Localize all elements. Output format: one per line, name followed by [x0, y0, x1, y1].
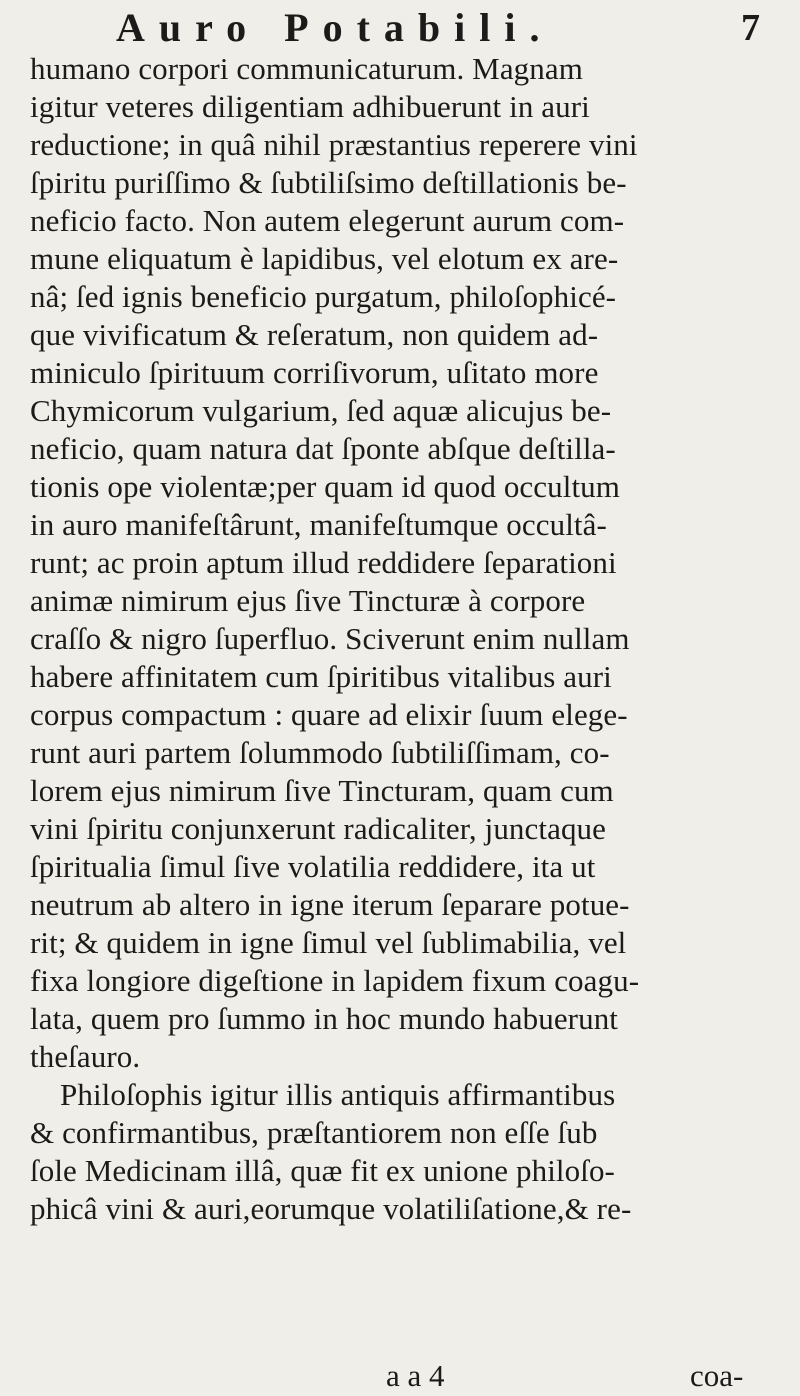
page-number: 7 [741, 7, 760, 49]
text-line: mune eliquatum è lapidibus, vel elotum ex are- [30, 241, 619, 276]
text-line: neutrum ab altero in igne iterum ſeparare potue- [30, 887, 630, 922]
body-text [30, 50, 796, 1228]
text-line: lata, quem pro ſummo in hoc mundo habuerunt [30, 1001, 619, 1036]
text-line: theſauro. [30, 1039, 141, 1074]
text-line: in auro manifeſtârunt, manifeſtumque occultâ- [30, 507, 607, 542]
text-line: nâ; ſed ignis beneficio purgatum, philoſophicé- [30, 279, 617, 314]
text-line: craſſo & nigro ſuperfluo. Sciverunt enim nullam [30, 621, 630, 656]
text-line: ſpiritualia ſimul ſive volatilia reddidere, ita ut [30, 849, 596, 884]
text-line: runt auri partem ſolummodo ſubtiliſſimam, co- [30, 735, 610, 770]
text-line: phicâ vini & auri,eorumque volatiliſatione,& re- [30, 1191, 632, 1226]
text-line: habere affinitatem cum ſpiritibus vitalibus auri [30, 659, 612, 694]
text-line: igitur veteres diligentiam adhibuerunt in auri [30, 89, 590, 124]
text-line: miniculo ſpirituum corriſivorum, uſitato more [30, 355, 599, 390]
catchword: coa- [690, 1358, 744, 1393]
running-head [0, 2, 800, 50]
text-line: tionis ope violentæ;per quam id quod occultum [30, 469, 620, 504]
text-line: reductione; in quâ nihil præstantius reperere vini [30, 127, 638, 162]
text-line: fixa longiore digeſtione in lapidem fixum coagu- [30, 963, 640, 998]
text-line: rit; & quidem in igne ſimul vel ſublimabilia, vel [30, 925, 627, 960]
text-line: que vivificatum & reſeratum, non quidem ad- [30, 317, 599, 352]
text-line: neficio facto. Non autem elegerunt aurum com- [30, 203, 625, 238]
text-line: runt; ac proin aptum illud reddidere ſeparationi [30, 545, 617, 580]
text-line: neficio, quam natura dat ſponte abſque deſtilla- [30, 431, 616, 466]
text-line: lorem ejus nimirum ſive Tincturam, quam cum [30, 773, 614, 808]
text-line: ſpiritu puriſſimo & ſubtiliſsimo deſtillationis be- [30, 165, 627, 200]
running-title: Auro Potabili. [116, 5, 554, 50]
text-line: Chymicorum vulgarium, ſed aquæ alicujus be- [30, 393, 612, 428]
text-line: ſole Medicinam illâ, quæ fit ex unione philoſo- [30, 1153, 615, 1188]
text-line: & confirmantibus, præſtantiorem non eſſe ſub [30, 1115, 598, 1150]
text-line: animæ nimirum ejus ſive Tincturæ à corpore [30, 583, 586, 618]
paragraph-first-line: Philoſophis igitur illis antiquis affirmantibus [60, 1077, 616, 1112]
text-line: humano corpori communicaturum. Magnam [30, 51, 583, 86]
text-line: corpus compactum : quare ad elixir ſuum elege- [30, 697, 628, 732]
signature-mark: a a 4 [386, 1358, 445, 1393]
text-line: vini ſpiritu conjunxerunt radicaliter, junctaque [30, 811, 607, 846]
page-footer [0, 1358, 800, 1394]
